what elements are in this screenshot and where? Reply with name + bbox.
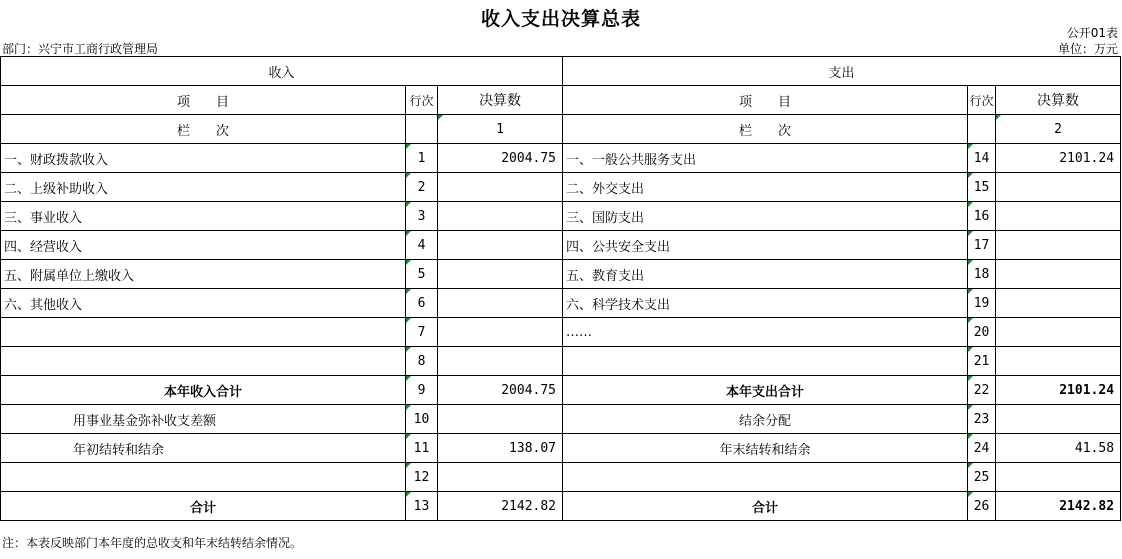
- income-item: 年初结转和结余: [1, 434, 406, 463]
- expense-year-total-label: 本年支出合计: [563, 376, 968, 405]
- expense-value: 41.58: [996, 434, 1121, 463]
- column-number-row: [1, 115, 1121, 144]
- income-expense-table: [0, 56, 1121, 521]
- expense-item: 四、公共安全支出: [563, 231, 968, 260]
- expense-line-no: 16: [968, 202, 996, 231]
- income-value: [438, 463, 563, 492]
- income-value: [438, 347, 563, 376]
- income-year-total-label: 本年收入合计: [1, 376, 406, 405]
- income-value: [438, 173, 563, 202]
- income-item: 四、经营收入: [1, 231, 406, 260]
- income-line-no: 2: [406, 173, 438, 202]
- table-row: [1, 434, 1121, 463]
- expense-line-no: 18: [968, 260, 996, 289]
- year-total-row: [1, 376, 1121, 405]
- expense-value: [996, 318, 1121, 347]
- expense-item-header: 项 目: [563, 86, 968, 115]
- income-line-no: 7: [406, 318, 438, 347]
- expense-value: [996, 231, 1121, 260]
- income-value: [438, 260, 563, 289]
- expense-line-no: 23: [968, 405, 996, 434]
- expense-value: 2101.24: [996, 144, 1121, 173]
- expense-line-no: 25: [968, 463, 996, 492]
- expense-line-no: 15: [968, 173, 996, 202]
- income-item: 一、财政拨款收入: [1, 144, 406, 173]
- expense-item: ……: [563, 318, 968, 347]
- income-line-header: 行次: [406, 86, 438, 115]
- income-column-number: 1: [438, 115, 563, 144]
- expense-line-header: 行次: [968, 86, 996, 115]
- table-row: [1, 289, 1121, 318]
- grand-total-row: [1, 492, 1121, 521]
- income-section-header: 收入: [1, 57, 563, 86]
- expense-item: [563, 463, 968, 492]
- income-line-no: 9: [406, 376, 438, 405]
- header-row-columns: [1, 86, 1121, 115]
- income-value: [438, 202, 563, 231]
- expense-item: [563, 347, 968, 376]
- expense-item: 六、科学技术支出: [563, 289, 968, 318]
- income-amount-header: 决算数: [438, 86, 563, 115]
- income-column-label: 栏 次: [1, 115, 406, 144]
- income-item: 二、上级补助收入: [1, 173, 406, 202]
- income-item: [1, 463, 406, 492]
- expense-item: 五、教育支出: [563, 260, 968, 289]
- expense-value: [996, 289, 1121, 318]
- income-value: [438, 289, 563, 318]
- form-code: 公开01表: [1066, 26, 1118, 40]
- income-line-no: 6: [406, 289, 438, 318]
- empty-cell: [968, 115, 996, 144]
- income-value: 138.07: [438, 434, 563, 463]
- table-row: [1, 463, 1121, 492]
- income-line-no: 5: [406, 260, 438, 289]
- expense-column-number: 2: [996, 115, 1121, 144]
- footnote: 注：本表反映部门本年度的总收支和年末结转结余情况。: [2, 536, 303, 550]
- expense-year-total-value: 2101.24: [996, 376, 1121, 405]
- expense-item: 年末结转和结余: [563, 434, 968, 463]
- income-grand-total-value: 2142.82: [438, 492, 563, 521]
- expense-value: [996, 347, 1121, 376]
- expense-column-label: 栏 次: [563, 115, 968, 144]
- income-value: [438, 405, 563, 434]
- income-item-header: 项 目: [1, 86, 406, 115]
- expense-item: 结余分配: [563, 405, 968, 434]
- expense-amount-header: 决算数: [996, 86, 1121, 115]
- income-line-no: 12: [406, 463, 438, 492]
- expense-item: 三、国防支出: [563, 202, 968, 231]
- income-item: [1, 347, 406, 376]
- expense-value: [996, 260, 1121, 289]
- expense-item: 二、外交支出: [563, 173, 968, 202]
- empty-cell: [406, 115, 438, 144]
- table-row: [1, 202, 1121, 231]
- table-row: [1, 405, 1121, 434]
- expense-item: 一、一般公共服务支出: [563, 144, 968, 173]
- expense-line-no: 26: [968, 492, 996, 521]
- expense-grand-total-value: 2142.82: [996, 492, 1121, 521]
- table-row: [1, 260, 1121, 289]
- unit-label: 单位：万元: [1057, 42, 1118, 56]
- income-value: [438, 231, 563, 260]
- table-row: [1, 173, 1121, 202]
- expense-value: [996, 173, 1121, 202]
- expense-line-no: 17: [968, 231, 996, 260]
- table-row: [1, 318, 1121, 347]
- expense-line-no: 21: [968, 347, 996, 376]
- expense-line-no: 19: [968, 289, 996, 318]
- table-row: [1, 231, 1121, 260]
- income-item: [1, 318, 406, 347]
- expense-value: [996, 405, 1121, 434]
- expense-line-no: 24: [968, 434, 996, 463]
- income-grand-total-label: 合计: [1, 492, 406, 521]
- expense-section-header: 支出: [563, 57, 1121, 86]
- income-year-total-value: 2004.75: [438, 376, 563, 405]
- expense-value: [996, 202, 1121, 231]
- income-value: [438, 318, 563, 347]
- table-row: [1, 144, 1121, 173]
- income-line-no: 11: [406, 434, 438, 463]
- income-item: 三、事业收入: [1, 202, 406, 231]
- expense-line-no: 14: [968, 144, 996, 173]
- expense-line-no: 20: [968, 318, 996, 347]
- income-item: 用事业基金弥补收支差额: [1, 405, 406, 434]
- income-value: 2004.75: [438, 144, 563, 173]
- income-line-no: 8: [406, 347, 438, 376]
- income-line-no: 4: [406, 231, 438, 260]
- income-item: 六、其他收入: [1, 289, 406, 318]
- table-row: [1, 347, 1121, 376]
- header-row-sections: [1, 57, 1121, 86]
- table-title: 收入支出决算总表: [480, 8, 641, 30]
- income-line-no: 1: [406, 144, 438, 173]
- expense-line-no: 22: [968, 376, 996, 405]
- income-line-no: 13: [406, 492, 438, 521]
- department-label: 部门：兴宁市工商行政管理局: [2, 42, 159, 56]
- expense-value: [996, 463, 1121, 492]
- expense-grand-total-label: 合计: [563, 492, 968, 521]
- income-line-no: 3: [406, 202, 438, 231]
- income-item: 五、附属单位上缴收入: [1, 260, 406, 289]
- income-line-no: 10: [406, 405, 438, 434]
